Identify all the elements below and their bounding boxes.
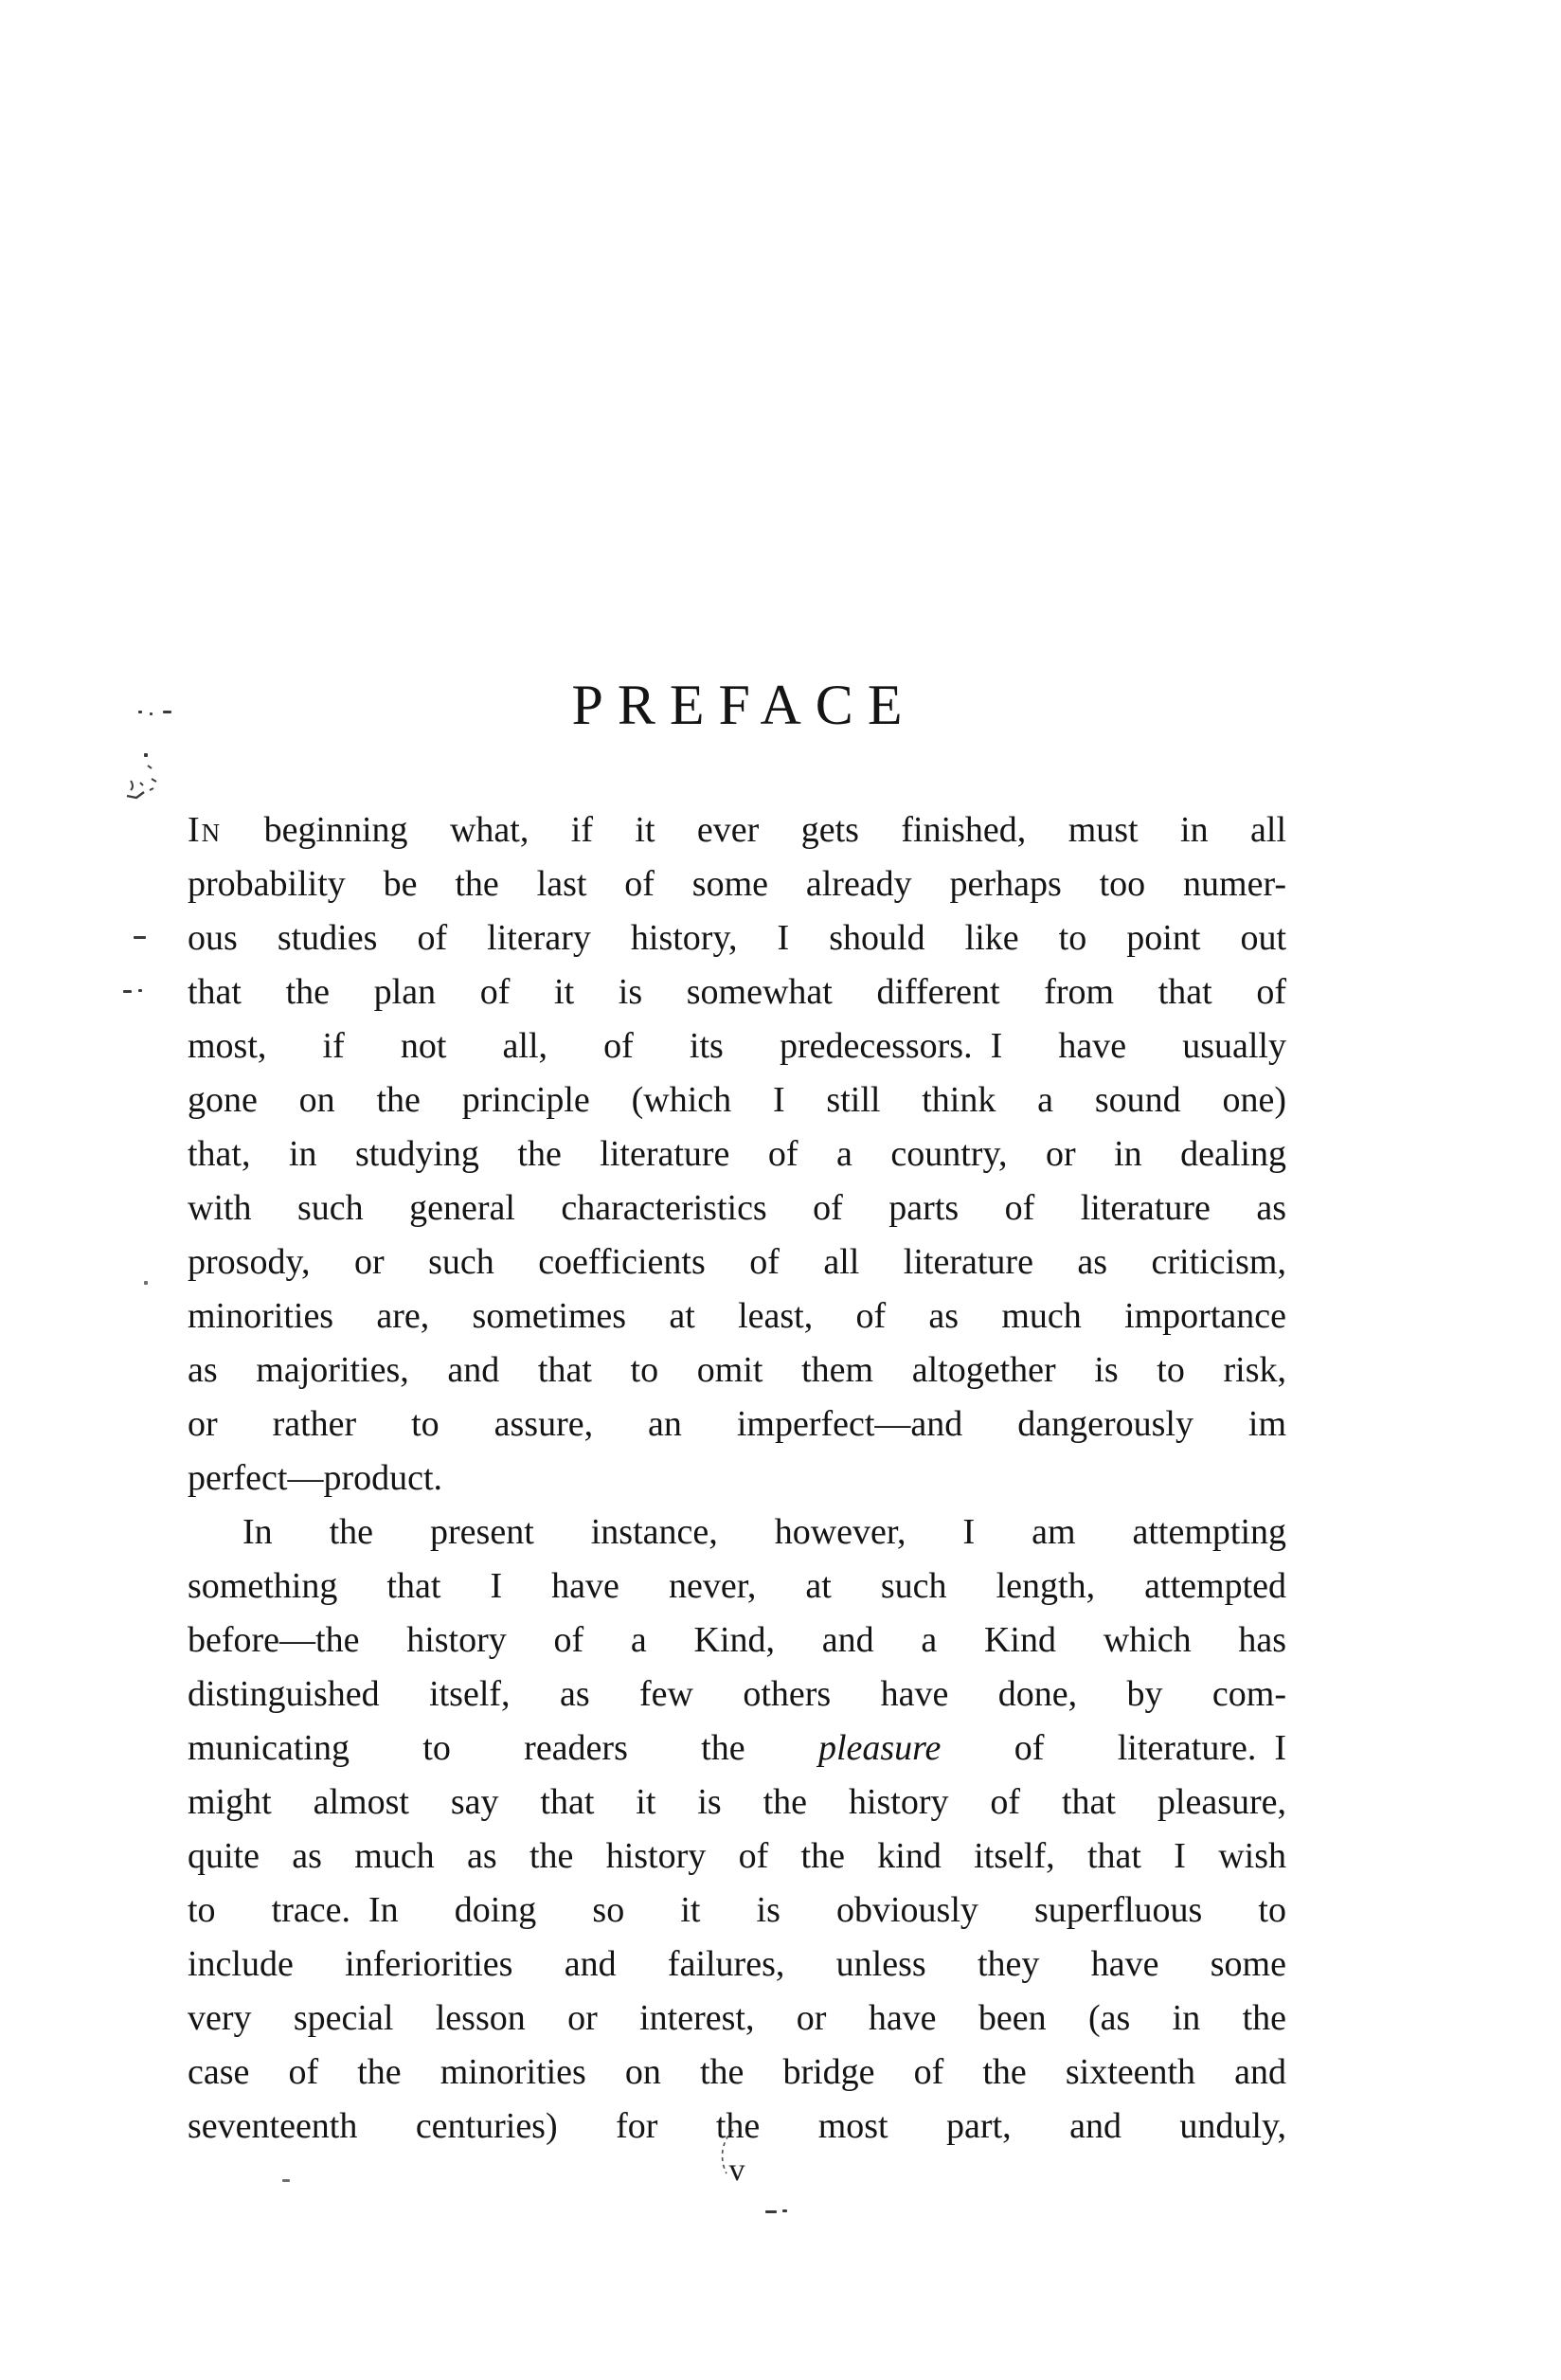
scan-artifact-squiggle [125,764,165,802]
smallcaps-word: In [188,810,223,850]
text-line: as majorities, and that to omit them altogether is to risk, [188,1350,1286,1390]
text-line: before—the history of a Kind, and a Kind which has [188,1620,1286,1660]
text-line: with such general characteristics of parts of literature as [188,1188,1286,1228]
text-line: that the plan of it is somewhat different from that of [188,972,1286,1012]
text-line: quite as much as the history of the kind itself, that I wish [188,1836,1286,1876]
text-line: include inferiorities and failures, unless they have some [188,1944,1286,1984]
text-line: that, in studying the literature of a country, or in dealing [188,1134,1286,1174]
text-line [188,1722,1286,1776]
line-text: of literature. I [941,1728,1286,1768]
text-line: might almost say that it is the history of that pleasure, [188,1782,1286,1822]
text-line: minorities are, sometimes at least, of as much importance [188,1296,1286,1336]
text-line: seventeenth centuries) for the most part, and unduly, [188,2106,1286,2146]
text-line: most, if not all, of its predecessors. I have usually [188,1026,1286,1066]
text-line: distinguished itself, as few others have done, by com- [188,1674,1286,1714]
preface-text [188,803,1286,2154]
text-line: something that I have never, at such length, attempted [188,1566,1286,1606]
text-line: perfect—product. [188,1458,443,1498]
text-line: probability be the last of some already perhaps too numer- [188,864,1286,904]
text-line: ous studies of literary history, I should like to point out [188,918,1286,958]
text-line: very special lesson or interest, or have been (as in the [188,1998,1286,2038]
text-line: or rather to assure, an imperfect—and dangerously im [188,1404,1286,1444]
text-line: prosody, or such coefficients of all literature as criticism, [188,1242,1286,1282]
text-line: In the present instance, however, I am attempting [242,1512,1286,1552]
scan-artifact-dash [765,2209,794,2214]
text-line: gone on the principle (which I still think a sound one) [188,1080,1286,1120]
text-line: case of the minorities on the bridge of the sixteenth and [188,2052,1286,2092]
text-line [188,803,1286,857]
italic-word: pleasure [817,1728,942,1768]
scan-artifact-dots [138,710,180,715]
line-text: municating to readers the [188,1728,818,1768]
page-number: v [728,2153,745,2188]
text-line: to trace. In doing so it is obviously superfluous to [188,1890,1286,1930]
line-text: beginning what, if it ever gets finished, must in all [222,810,1286,850]
page-title: PREFACE [571,674,917,736]
scan-artifact-dash [123,989,148,994]
